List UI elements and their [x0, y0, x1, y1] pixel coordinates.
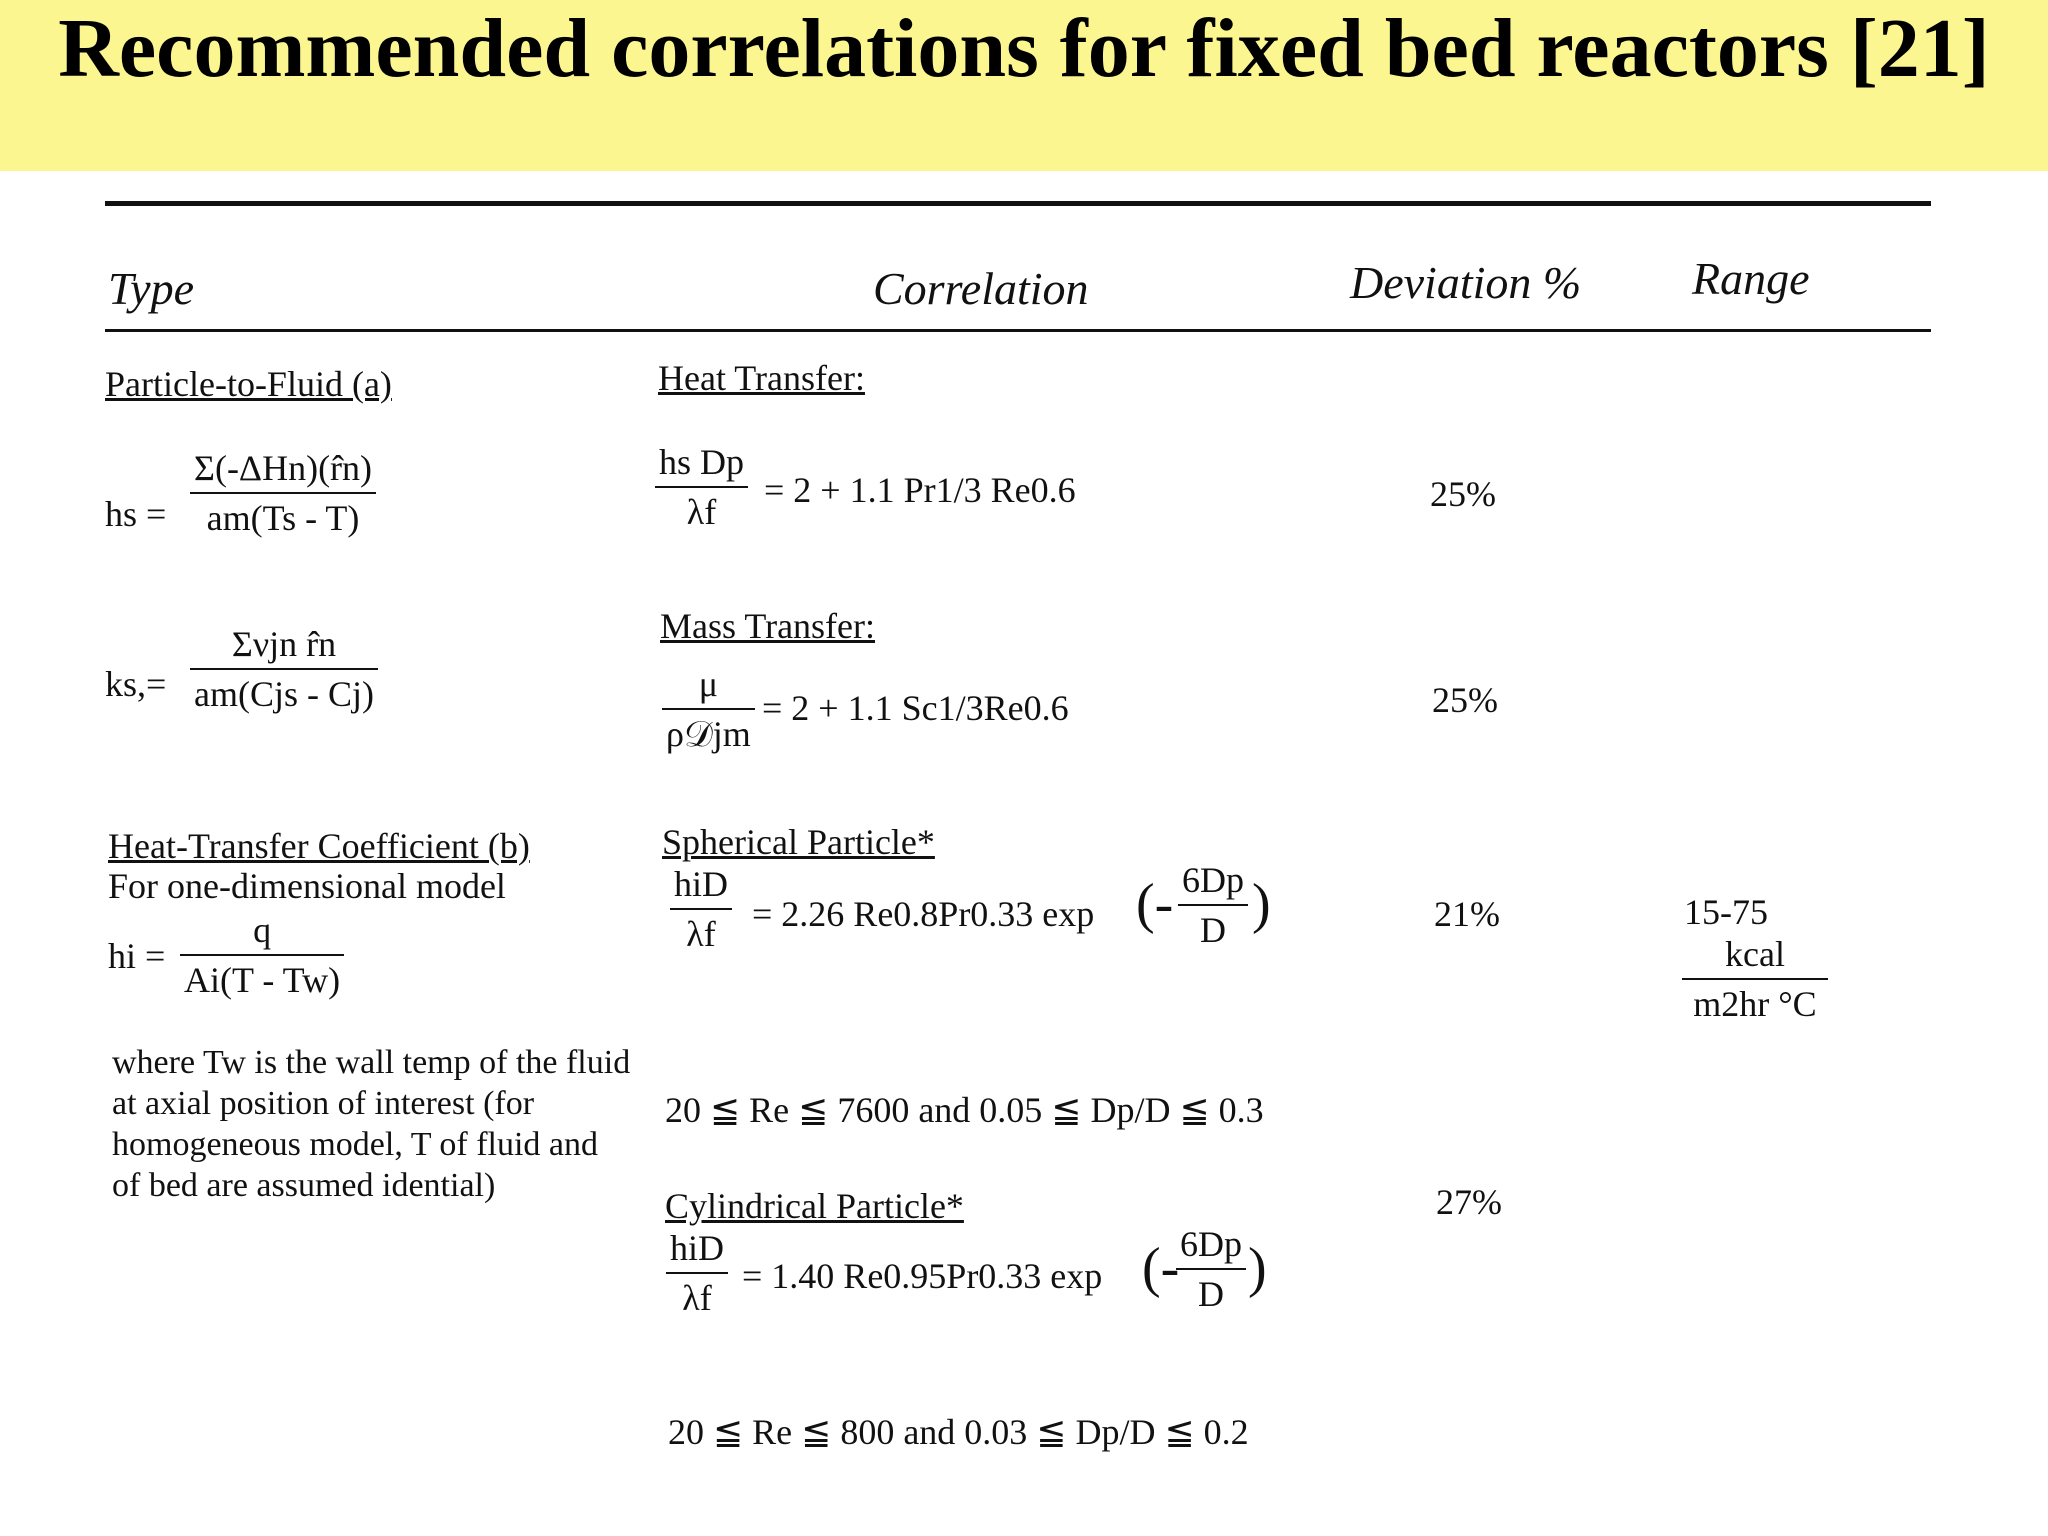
cyl-exp-denominator: D — [1198, 1274, 1224, 1314]
sph-rhs: = 2.26 Re0.8Pr0.33 exp — [752, 894, 1095, 934]
sph-range-fraction — [1682, 934, 1828, 1024]
section-particle-to-fluid: Particle-to-Fluid (a) — [105, 364, 392, 404]
ks-fraction-bar — [190, 668, 378, 670]
cyl-deviation: 27% — [1436, 1182, 1502, 1222]
sph-lhs-bar — [670, 908, 732, 910]
sph-condition: 20 ≦ Re ≦ 7600 and 0.05 ≦ Dp/D ≦ 0.3 — [665, 1090, 1264, 1130]
heat-lhs-fraction — [655, 442, 748, 532]
hi-fraction-bar — [180, 954, 344, 956]
mass-lhs-bar — [662, 708, 755, 710]
mass-lhs-denominator: ρ𝒟jm — [666, 714, 751, 754]
heat-lhs-denominator: λf — [686, 492, 717, 532]
hs-fraction-bar — [190, 492, 376, 494]
ks-lhs: ks,= — [105, 664, 167, 704]
section-mass-transfer: Mass Transfer: — [660, 606, 876, 646]
sph-exp-bar — [1178, 904, 1248, 906]
sph-exp-denominator: D — [1200, 910, 1226, 950]
hs-fraction — [190, 448, 376, 538]
cyl-exp-paren-close: ) — [1248, 1237, 1267, 1299]
sph-range-bar — [1682, 978, 1828, 980]
heat-lhs-bar — [655, 486, 748, 488]
section-spherical-particle: Spherical Particle* — [662, 822, 935, 862]
header-type: Type — [108, 263, 195, 314]
slide-title: Recommended correlations for fixed bed reactors [21] — [58, 2, 1990, 95]
hi-lhs: hi = — [108, 936, 166, 976]
heat-deviation: 25% — [1430, 474, 1496, 514]
mass-lhs-numerator: μ — [698, 664, 718, 704]
section-heat-transfer: Heat Transfer: — [658, 358, 865, 398]
top-rule — [105, 201, 1931, 206]
mass-lhs-fraction — [662, 664, 755, 754]
cyl-lhs-denominator: λf — [682, 1278, 712, 1318]
heat-rhs: = 2 + 1.1 Pr1/3 Re0.6 — [764, 470, 1076, 510]
hi-numerator: q — [253, 910, 272, 950]
ks-fraction — [190, 624, 378, 714]
ks-denominator: am(Cjs - Cj) — [194, 674, 374, 714]
sph-lhs-fraction — [670, 864, 732, 954]
sph-range-top: 15-75 — [1684, 892, 1768, 932]
section-cylindrical-particle: Cylindrical Particle* — [665, 1186, 964, 1226]
cyl-exp-paren-open: (- — [1142, 1237, 1180, 1299]
hi-fraction — [180, 910, 344, 1000]
htc-note: where Tw is the wall temp of the fluid at axial position of interest (for homogeneous model, T of fluid and of bed are assumed idential) — [112, 1044, 631, 1204]
ks-numerator: Σνjn r̂n — [231, 624, 337, 664]
heat-lhs-numerator: hs Dp — [659, 442, 745, 482]
sph-range-denominator: m2hr °C — [1693, 984, 1817, 1024]
header-correlation: Correlation — [873, 263, 1089, 314]
header-deviation: Deviation % — [1350, 257, 1582, 308]
cyl-rhs: = 1.40 Re0.95Pr0.33 exp — [742, 1256, 1103, 1296]
sph-range-numerator: kcal — [1725, 934, 1785, 974]
sph-exp-numerator: 6Dp — [1182, 860, 1244, 900]
hs-numerator: Σ(-ΔHn)(r̂n) — [194, 448, 373, 488]
sph-exp-paren-open: (- — [1136, 873, 1174, 935]
sph-deviation: 21% — [1434, 894, 1500, 934]
mass-deviation: 25% — [1432, 680, 1498, 720]
cyl-condition: 20 ≦ Re ≦ 800 and 0.03 ≦ Dp/D ≦ 0.2 — [668, 1412, 1249, 1452]
mass-rhs: = 2 + 1.1 Sc1/3Re0.6 — [762, 688, 1069, 728]
cyl-exp-numerator: 6Dp — [1180, 1224, 1242, 1264]
cyl-lhs-bar — [666, 1272, 728, 1274]
cyl-exp-fraction — [1176, 1224, 1246, 1314]
header-range: Range — [1692, 253, 1810, 304]
cyl-lhs-numerator: hiD — [670, 1228, 724, 1268]
sph-lhs-numerator: hiD — [674, 864, 728, 904]
cyl-lhs-fraction — [666, 1228, 728, 1318]
sph-lhs-denominator: λf — [686, 914, 716, 954]
hs-lhs: hs = — [105, 494, 167, 534]
header-rule — [105, 329, 1931, 332]
hs-denominator: am(Ts - T) — [206, 498, 360, 538]
hi-denominator: Ai(T - Tw) — [184, 960, 341, 1000]
section-heat-transfer-coefficient: Heat-Transfer Coefficient (b) — [108, 826, 530, 866]
sph-exp-fraction — [1178, 860, 1248, 950]
cyl-exp-bar — [1176, 1268, 1246, 1270]
sph-exp-paren-close: ) — [1252, 873, 1271, 935]
htc-subtitle: For one-dimensional model — [108, 866, 506, 906]
